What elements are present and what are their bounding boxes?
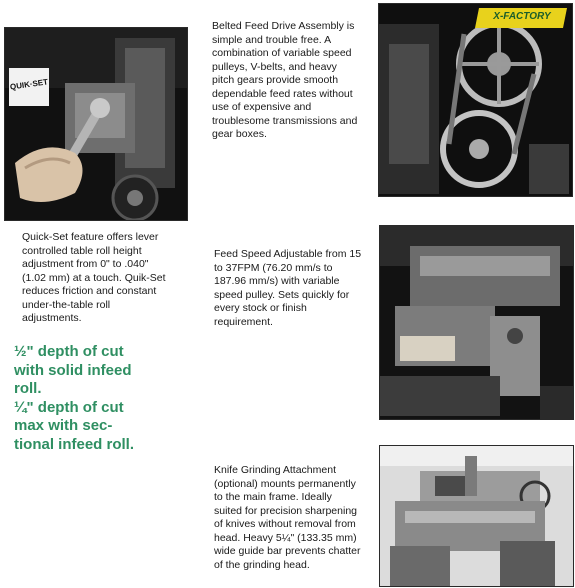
feed-speed-caption: Feed Speed Adjustable from 15 to 37FPM (76.20 mm/s to 187.96 mm/s) with variable speed pulley. Sets quickly for every stock or finish requirement. [214,248,362,328]
belted-feed-caption: Belted Feed Drive Assembly is simple and trouble free. A combination of variable speed pulleys, V-belts, and heavy pitch gears provide smooth dependable feed rates without use of expensive and troublesome transmissions and gear boxes. [212,20,358,140]
solid-infeed-depth: ½" depth of cut with solid infeed roll. [14,343,132,397]
belted-drive-photo [378,3,573,197]
feed-speed-photo [379,225,574,420]
quick-set-label: QUIK·SET [9,77,49,92]
depth-of-cut-callout [14,343,164,454]
knife-grinding-photo [379,445,574,587]
x-factory-logo: X-FACTORY [493,11,551,22]
sectional-infeed-depth: ¼" depth of cut max with sec- tional infeed roll. [14,398,135,453]
knife-grinding-caption: Knife Grinding Attachment (optional) mounts permanently to the main frame. Ideally suited for precision sharpening of knives without removal from head. Heavy 5¼" (133.35 mm) wide guide bar prevents chatter of the grinding head. [214,464,361,571]
quick-set-photo [4,27,188,221]
quick-set-caption: Quick-Set feature offers lever controlled table roll height adjustment from 0" to .040" (1.02 mm) at a touch. Quik-Set reduces friction and constant under-the-table roll adjustments. [22,231,166,324]
